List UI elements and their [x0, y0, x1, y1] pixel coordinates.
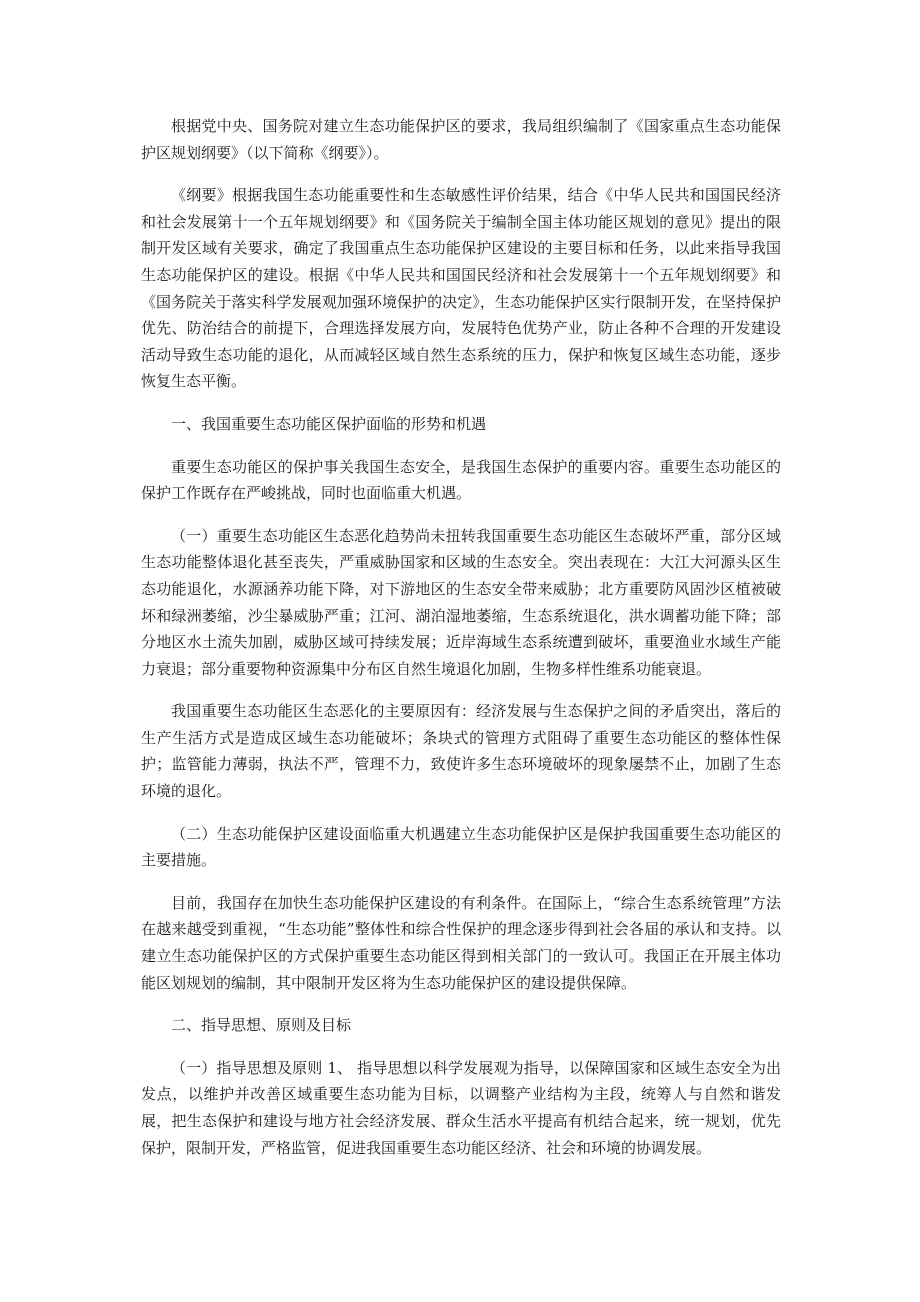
intro-paragraph: 根据党中央、国务院对建立生态功能保护区的要求，我局组织编制了《国家重点生态功能保护区规划纲要》（以下简称《纲要》）。 [141, 117, 781, 162]
section-heading-2: 二、指导思想、原则及目标 [171, 1016, 352, 1035]
outline-summary-paragraph: 《纲要》根据我国生态功能重要性和生态敏感性评价结果，结合《中华人民共和国国民经济和社会发展第十一个五年规划纲要》和《国务院关于编制全国主体功能区规划的意见》提出的限制开发区域有关要求，确定了我国重点生态功能保护区建设的主要目标和任务，以此来指导我国生态功能保护区的建设。根据《中华人民共和国国民经济和社会发展第十一个五年规划纲要》和《国务院关于落实科学发展观加强环境保护的决定》，生态功能保护区实行限制开发，在坚持保护优先、防治结合的前提下，合理选择发展方向，发展特色优势产业，防止各种不合理的开发建设活动导致生态功能的退化，从而减轻区域自然生态系统的压力，保护和恢复区域生态功能，逐步恢复生态平衡。 [141, 186, 781, 391]
subsection-1-2-paragraph: （二）生态功能保护区建设面临重大机遇建立生态功能保护区是保护我国重要生态功能区的主要措施。 [141, 824, 781, 870]
opportunities-paragraph: 目前，我国存在加快生态功能保护区建设的有利条件。在国际上，“综合生态系统管理”方法在越来越受到重视，“生态功能”整体性和综合性保护的理念逐步得到社会各届的承认和支持。以建立生态功能保护区的方式保护重要生态功能区得到相关部门的一致认可。我国正在开展主体功能区划规划的编制，其中限制开发区将为生态功能保护区的建设提供保障。 [141, 893, 781, 992]
section-heading-1: 一、我国重要生态功能区保护面临的形势和机遇 [171, 414, 487, 433]
subsection-1-1-paragraph: （一）重要生态功能区生态恶化趋势尚未扭转我国重要生态功能区生态破坏严重，部分区域生态功能整体退化甚至丧失，严重威胁国家和区域的生态安全。突出表现在：大江大河源头区生态功能退化，水源涵养功能下降，对下游地区的生态安全带来威胁；北方重要防风固沙区植被破坏和绿洲萎缩，沙尘暴威胁严重；江河、湖泊湿地萎缩，生态系统退化，洪水调蓄功能下降；部分地区水土流失加剧，威胁区域可持续发展；近岸海域生态系统遭到破坏，重要渔业水域生产能力衰退；部分重要物种资源集中分布区自然生境退化加剧，生物多样性维系功能衰退。 [141, 526, 781, 678]
section-1-intro-paragraph: 重要生态功能区的保护事关我国生态安全，是我国生态保护的重要内容。重要生态功能区的保护工作既存在严峻挑战，同时也面临重大机遇。 [141, 457, 781, 503]
document-page [141, 113, 781, 1177]
guiding-principles-paragraph: （一）指导思想及原则 1、 指导思想以科学发展观为指导，以保障国家和区域生态安全为出发点，以维护并改善区域重要生态功能为目标，以调整产业结构为主段，统筹人与自然和谐发展，把生态保护和建设与地方社会经济发展、群众生活水平提高有机结合起来，统一规划，优先保护，限制开发，严格监管，促进我国重要生态功能区经济、社会和环境的协调发展。 [141, 1058, 781, 1157]
causes-paragraph: 我国重要生态功能区生态恶化的主要原因有：经济发展与生态保护之间的矛盾突出，落后的生产生活方式是造成区域生态功能破坏；条块式的管理方式阻碍了重要生态功能区的整体性保护；监管能力薄弱，执法不严，管理不力，致使许多生态环境破坏的现象屡禁不止，加剧了生态环境的退化。 [141, 702, 781, 801]
